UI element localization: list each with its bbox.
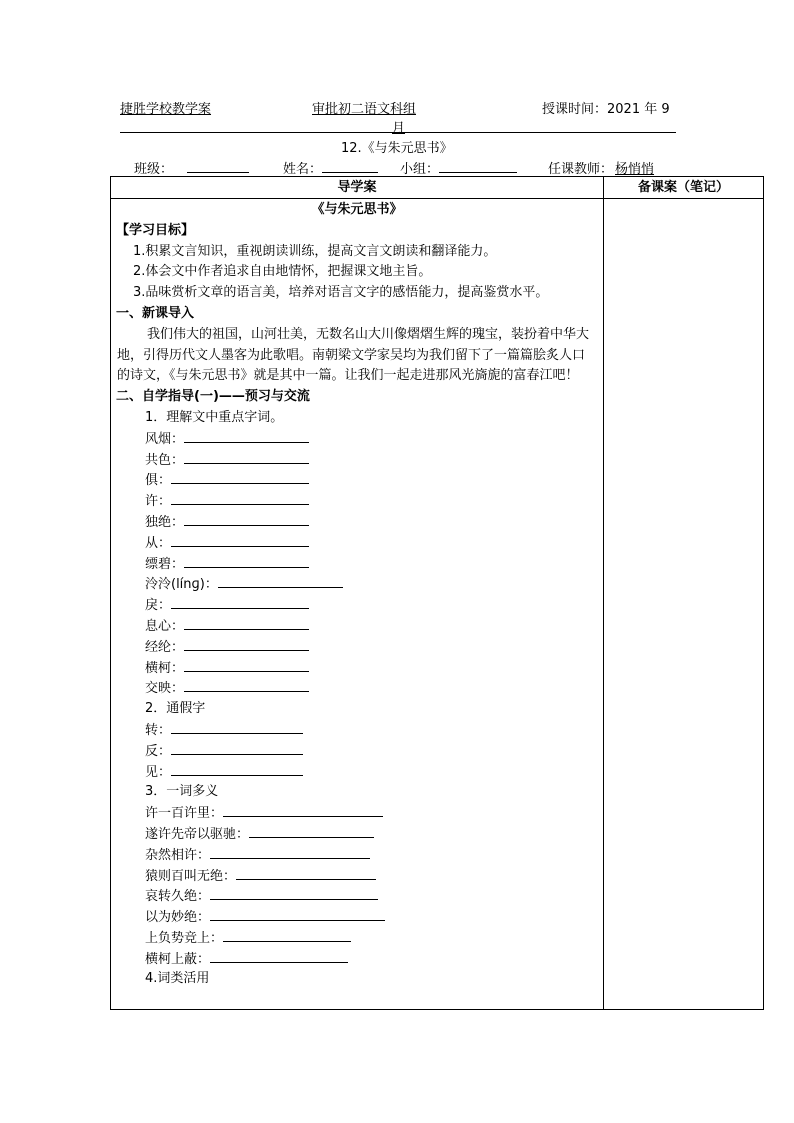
word-item: 经纶： — [111, 637, 603, 658]
section-4-label: 4.词类活用 — [145, 971, 210, 987]
group-label: 小组： — [400, 162, 440, 177]
tongjia-item: 见： — [111, 762, 603, 783]
polysemy-item: 横柯上蔽： — [111, 949, 603, 970]
answer-blank[interactable] — [210, 845, 370, 859]
intro-heading: 一、新课导入 — [116, 305, 195, 321]
polysemy-item: 遂许先帝以驱驰： — [111, 824, 603, 845]
notes-column[interactable] — [604, 199, 764, 1010]
class-field — [134, 158, 249, 177]
answer-blank[interactable] — [184, 554, 309, 568]
goal-1: 1.积累文言知识，重视朗读训练，提高文言文朗读和翻译能力。 — [133, 243, 497, 259]
teacher-label: 任课教师： — [548, 162, 614, 177]
tongjia-item: 反： — [111, 741, 603, 762]
name-field — [283, 158, 378, 177]
answer-blank[interactable] — [210, 907, 385, 921]
group-blank[interactable] — [439, 159, 517, 173]
goals-heading: 【学习目标】 — [116, 222, 195, 238]
answer-blank[interactable] — [184, 637, 309, 651]
answer-blank[interactable] — [249, 824, 374, 838]
guide-header: 导学案 — [111, 177, 604, 199]
word-item: 泠泠(línɡ)： — [111, 574, 603, 595]
group-field — [400, 158, 517, 177]
answer-blank[interactable] — [184, 429, 309, 443]
class-time: 授课时间：2021 年 9 — [542, 102, 670, 117]
class-blank[interactable] — [187, 159, 249, 173]
intro-paragraph: 我们伟大的祖国，山河壮美，无数名山大川像熠熠生辉的瑰宝，装扮着中华大地，引得历代文人墨客为此歌唱。南朝梁文学家吴均为我们留下了一篇篇脍炙人口的诗文，《与朱元思书》就是其中一篇。让我们一起走进那风光旖旎的富春江吧！ — [117, 326, 590, 384]
polysemy-item: 以为妙绝： — [111, 907, 603, 928]
class-time-continued: 月 — [392, 121, 406, 136]
polysemy-item: 许一百许里： — [111, 803, 603, 824]
section-3-label: 3．一词多义 — [145, 784, 219, 800]
word-item: 横柯： — [111, 658, 603, 679]
answer-blank[interactable] — [210, 886, 378, 900]
answer-blank[interactable] — [171, 595, 309, 609]
word-item: 独绝： — [111, 512, 603, 533]
lesson-table — [110, 176, 764, 1010]
teacher-field — [548, 158, 656, 177]
section-2-label: 2．通假字 — [145, 701, 206, 717]
tongjia-item: 转： — [111, 720, 603, 741]
lesson-title: 12.《与朱元思书》 — [341, 141, 453, 156]
goal-2: 2.体会文中作者追求自由地情怀，把握课文地主旨。 — [133, 264, 432, 280]
answer-blank[interactable] — [210, 949, 348, 963]
self-study-heading: 二、自学指导(一)——预习与交流 — [116, 389, 310, 405]
section-1-label: 1．理解文中重点字词。 — [145, 409, 284, 425]
polysemy-item: 猿则百叫无绝： — [111, 866, 603, 887]
answer-blank[interactable] — [184, 678, 309, 692]
answer-blank[interactable] — [171, 741, 303, 755]
review-group: 审批初二语文科组 — [312, 102, 417, 117]
answer-blank[interactable] — [171, 720, 303, 734]
answer-blank[interactable] — [184, 616, 309, 630]
word-item: 风烟： — [111, 429, 603, 450]
answer-blank[interactable] — [184, 658, 309, 672]
answer-blank[interactable] — [218, 574, 343, 588]
word-item: 许： — [111, 491, 603, 512]
answer-blank[interactable] — [223, 803, 383, 817]
answer-blank[interactable] — [236, 866, 376, 880]
class-label: 班级： — [134, 162, 174, 177]
word-item: 交映： — [111, 678, 603, 699]
content-title: 《与朱元思书》 — [311, 202, 403, 217]
word-item: 从： — [111, 533, 603, 554]
answer-blank[interactable] — [171, 491, 309, 505]
name-blank[interactable] — [322, 159, 378, 173]
polysemy-item: 杂然相许： — [111, 845, 603, 866]
word-item: 息心： — [111, 616, 603, 637]
word-item: 戾： — [111, 595, 603, 616]
answer-blank[interactable] — [223, 928, 351, 942]
school-name: 捷胜学校教学案 — [120, 102, 212, 117]
notes-header: 备课案（笔记） — [604, 177, 764, 199]
polysemy-item: 哀转久绝： — [111, 886, 603, 907]
name-label: 姓名： — [283, 162, 323, 177]
answer-blank[interactable] — [171, 762, 303, 776]
guide-content — [111, 199, 604, 1010]
answer-blank[interactable] — [171, 470, 309, 484]
teacher-name: 杨悄悄 — [615, 162, 655, 177]
word-item: 缥碧： — [111, 554, 603, 575]
word-item: 共色： — [111, 450, 603, 471]
goal-3: 3.品味赏析文章的语言美，培养对语言文字的感悟能力，提高鉴赏水平。 — [133, 285, 549, 301]
answer-blank[interactable] — [184, 450, 309, 464]
answer-blank[interactable] — [184, 512, 309, 526]
polysemy-item: 上负势竞上： — [111, 928, 603, 949]
answer-blank[interactable] — [171, 533, 309, 547]
word-item: 俱： — [111, 470, 603, 491]
